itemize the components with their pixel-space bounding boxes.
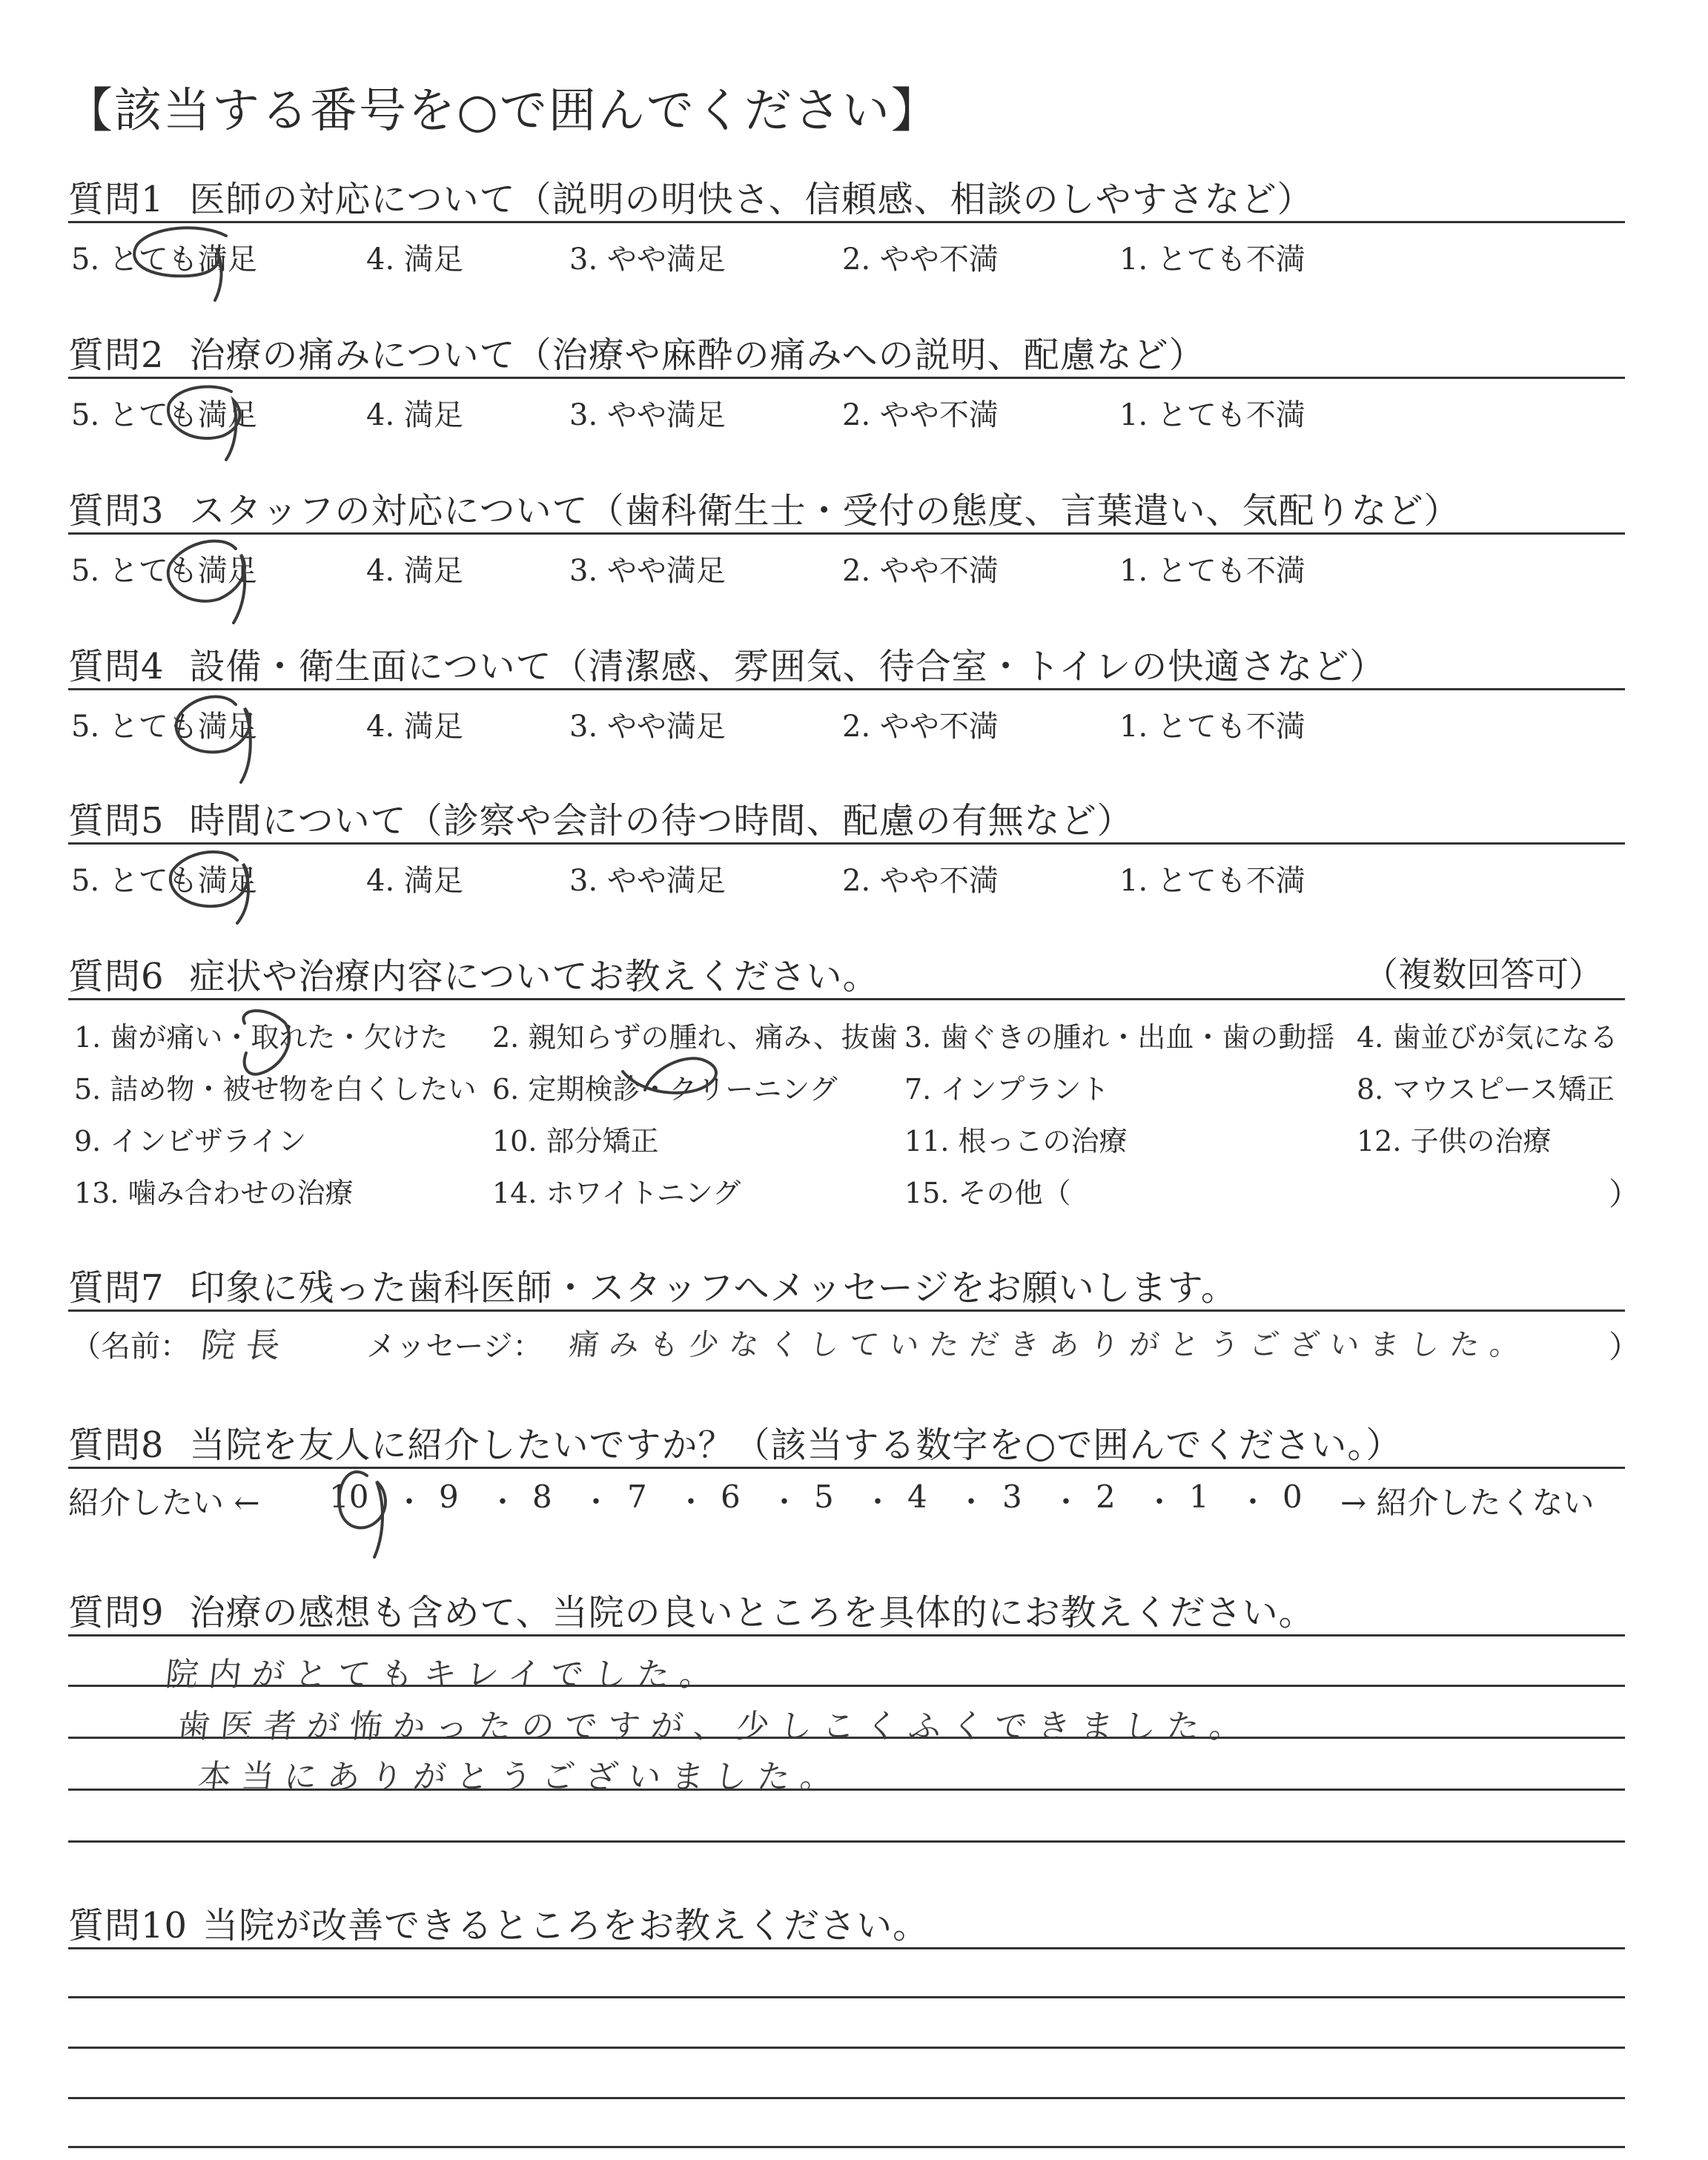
q6-item-12[interactable]: 12. 子供の治療 xyxy=(1357,1125,1552,1157)
q6-item-3[interactable]: 3. 歯ぐきの腫れ・出血・歯の動揺 xyxy=(904,1021,1335,1054)
question-2-title xyxy=(68,326,1205,377)
question-4-text: 設備・衛生面について（清潔感、雰囲気、待合室・トイレの快適さなど） xyxy=(189,646,1386,687)
question-7-number: 質問7 xyxy=(68,1267,165,1309)
divider xyxy=(68,1467,1625,1469)
message-close: ） xyxy=(1609,1329,1641,1365)
question-9-number: 質問9 xyxy=(68,1592,165,1634)
name-label: （名前： xyxy=(71,1330,190,1364)
question-10-number: 質問10 xyxy=(68,1905,188,1946)
divider xyxy=(68,1947,1625,1949)
q6-item-6[interactable]: 6. 定期検診・クリーニング xyxy=(492,1073,838,1106)
q5-option-2[interactable]: 2. やや不満 xyxy=(842,864,999,898)
answer-line xyxy=(68,1840,1625,1843)
scale-2[interactable]: 2 xyxy=(1096,1479,1116,1515)
separator-dot: ・ xyxy=(863,1485,893,1519)
q4-option-4[interactable]: 4. 満足 xyxy=(366,710,463,744)
question-8-text: 当院を友人に紹介したいですか？（該当する数字を○で囲んでください。） xyxy=(189,1424,1403,1466)
q2-option-3[interactable]: 3. やや満足 xyxy=(569,398,726,432)
divider xyxy=(68,532,1625,535)
divider xyxy=(68,842,1625,845)
q6-item-10[interactable]: 10. 部分矯正 xyxy=(492,1125,659,1157)
divider xyxy=(68,688,1625,690)
answer-line xyxy=(68,1996,1625,1998)
question-3-title xyxy=(68,482,1460,533)
question-10-text: 当院が改善できるところをお教えください。 xyxy=(202,1905,930,1946)
divider xyxy=(68,1309,1625,1312)
separator-dot: ・ xyxy=(394,1485,424,1519)
divider xyxy=(68,998,1625,1000)
scale-7[interactable]: 7 xyxy=(627,1479,647,1515)
answer-line xyxy=(68,2146,1625,2148)
question-5-title xyxy=(68,792,1133,843)
scale-4[interactable]: 4 xyxy=(907,1479,927,1515)
separator-dot: ・ xyxy=(1145,1485,1174,1519)
q6-item-8[interactable]: 8. マウスピース矯正 xyxy=(1357,1073,1615,1106)
question-7-title xyxy=(68,1259,1237,1310)
form-title: 【該当する番号を○で囲んでください】 xyxy=(65,84,940,139)
answer-line xyxy=(68,2097,1625,2099)
message-value[interactable]: 痛みも少なくしていただきありがとうございました。 xyxy=(567,1328,1532,1362)
question-2-number: 質問2 xyxy=(68,334,165,376)
question-6-number: 質問6 xyxy=(68,956,165,997)
q2-option-2[interactable]: 2. やや不満 xyxy=(842,398,999,432)
question-4-title xyxy=(68,638,1386,689)
question-3-text: スタッフの対応について（歯科衛生士・受付の態度、言葉遣い、気配りなど） xyxy=(189,490,1460,532)
separator-dot: ・ xyxy=(956,1485,986,1519)
answer-line-3[interactable]: 本当にありがとうございました。 xyxy=(196,1758,846,1796)
scale-1[interactable]: 1 xyxy=(1189,1479,1209,1515)
q1-option-3[interactable]: 3. やや満足 xyxy=(569,242,726,277)
q3-option-4[interactable]: 4. 満足 xyxy=(366,554,463,588)
q6-item-5[interactable]: 5. 詰め物・被せ物を白くしたい xyxy=(74,1073,477,1106)
q3-option-1[interactable]: 1. とても不満 xyxy=(1119,554,1305,588)
q5-option-3[interactable]: 3. やや満足 xyxy=(569,864,726,898)
q6-item-9[interactable]: 9. インビザライン xyxy=(74,1125,307,1157)
scale-3[interactable]: 3 xyxy=(1002,1479,1022,1515)
q2-option-4[interactable]: 4. 満足 xyxy=(366,398,463,432)
q4-option-1[interactable]: 1. とても不満 xyxy=(1119,710,1305,744)
q6-item-4[interactable]: 4. 歯並びが気になる xyxy=(1357,1021,1618,1054)
recommend-right-label: → 紹介したくない xyxy=(1340,1484,1595,1521)
name-value[interactable]: 院長 xyxy=(199,1325,293,1365)
q5-option-5[interactable]: 5. とても満足 xyxy=(71,864,257,898)
scale-8[interactable]: 8 xyxy=(532,1479,552,1515)
q1-option-2[interactable]: 2. やや不満 xyxy=(842,242,999,277)
question-8-title xyxy=(68,1416,1402,1467)
separator-dot: ・ xyxy=(1238,1485,1268,1519)
separator-dot: ・ xyxy=(488,1485,517,1519)
q4-option-2[interactable]: 2. やや不満 xyxy=(842,710,999,744)
q1-option-5[interactable]: 5. とても満足 xyxy=(71,242,257,277)
scale-5[interactable]: 5 xyxy=(814,1479,834,1515)
q6-item-14[interactable]: 14. ホワイトニング xyxy=(492,1177,741,1209)
question-4-number: 質問4 xyxy=(68,646,165,687)
question-5-number: 質問5 xyxy=(68,800,165,842)
question-6-title xyxy=(68,948,879,999)
question-10-title xyxy=(68,1897,929,1948)
separator-dot: ・ xyxy=(1051,1485,1081,1519)
q5-option-1[interactable]: 1. とても不満 xyxy=(1119,864,1305,898)
q1-option-1[interactable]: 1. とても不満 xyxy=(1119,242,1305,277)
separator-dot: ・ xyxy=(581,1485,611,1519)
message-label: メッセージ： xyxy=(366,1330,543,1364)
q6-item-15-close: ） xyxy=(1609,1176,1641,1212)
question-1-number: 質問1 xyxy=(68,179,165,220)
question-5-text: 時間について（診察や会計の待つ時間、配慮の有無など） xyxy=(189,800,1133,842)
q2-option-5[interactable]: 5. とても満足 xyxy=(71,398,257,432)
scale-6[interactable]: 6 xyxy=(721,1479,741,1515)
q2-option-1[interactable]: 1. とても不満 xyxy=(1119,398,1305,432)
scale-0[interactable]: 0 xyxy=(1282,1479,1302,1515)
recommend-left-label: 紹介したい ← xyxy=(68,1484,260,1521)
q6-item-2[interactable]: 2. 親知らずの腫れ、痛み、抜歯 xyxy=(492,1021,898,1054)
divider xyxy=(68,221,1625,223)
q6-item-7[interactable]: 7. インプラント xyxy=(904,1073,1110,1106)
q3-option-2[interactable]: 2. やや不満 xyxy=(842,554,999,588)
q6-item-1[interactable]: 1. 歯が痛い・取れた・欠けた xyxy=(74,1021,448,1054)
q6-item-15[interactable]: 15. その他（ xyxy=(904,1177,1071,1209)
scale-10[interactable]: 10 xyxy=(329,1479,369,1515)
q6-item-11[interactable]: 11. 根っこの治療 xyxy=(904,1125,1128,1157)
q4-option-5[interactable]: 5. とても満足 xyxy=(71,710,257,744)
q6-item-13[interactable]: 13. 噛み合わせの治療 xyxy=(74,1177,354,1209)
scale-9[interactable]: 9 xyxy=(439,1479,459,1515)
question-1-text: 医師の対応について（説明の明快さ、信頼感、相談のしやすさなど） xyxy=(189,179,1314,220)
question-3-number: 質問3 xyxy=(68,490,165,532)
q3-option-5[interactable]: 5. とても満足 xyxy=(71,554,257,588)
divider xyxy=(68,377,1625,379)
multiple-answers-note: （複数回答可） xyxy=(1364,954,1603,994)
question-2-text: 治療の痛みについて（治療や麻酔の痛みへの説明、配慮など） xyxy=(189,334,1205,376)
answer-line-2[interactable]: 歯医者が怖かったのですが、少しこくふくできました。 xyxy=(175,1708,1255,1745)
question-9-text: 治療の感想も含めて、当院の良いところを具体的にお教えください。 xyxy=(189,1592,1315,1634)
answer-line xyxy=(68,2047,1625,2049)
divider xyxy=(68,1634,1625,1636)
q3-option-3[interactable]: 3. やや満足 xyxy=(569,554,726,588)
q5-option-4[interactable]: 4. 満足 xyxy=(366,864,463,898)
answer-line-1[interactable]: 院内がとてもキレイでした。 xyxy=(163,1656,725,1694)
question-1-title xyxy=(68,171,1314,222)
separator-dot: ・ xyxy=(676,1485,706,1519)
question-6-text: 症状や治療内容についてお教えください。 xyxy=(189,956,879,997)
separator-dot: ・ xyxy=(769,1485,799,1519)
question-7-text: 印象に残った歯科医師・スタッフへメッセージをお願いします。 xyxy=(189,1267,1237,1309)
q4-option-3[interactable]: 3. やや満足 xyxy=(569,710,726,744)
question-8-number: 質問8 xyxy=(68,1424,165,1466)
q1-option-4[interactable]: 4. 満足 xyxy=(366,242,463,277)
question-9-title xyxy=(68,1584,1315,1635)
